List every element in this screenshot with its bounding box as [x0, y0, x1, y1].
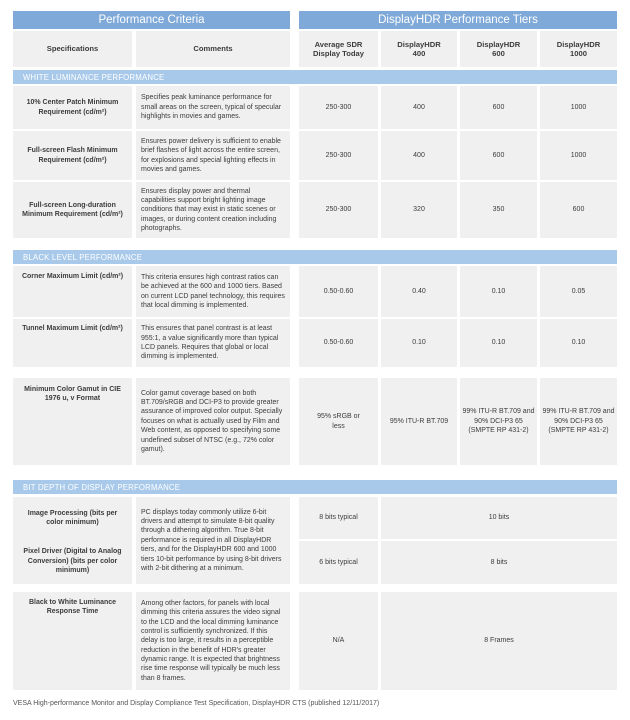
value-color-gamut-sdr: 95% sRGB or less [299, 378, 378, 465]
value-center-patch-sdr: 250-300 [299, 86, 378, 129]
comment-tunnel: This ensures that panel contrast is at least 955:1, a value significantly more than typical LCD panels. Requires that global or local dimming is implemented. [136, 319, 290, 367]
value-full-flash-sdr: 250-300 [299, 131, 378, 180]
spec-color-gamut: Minimum Color Gamut in CIE 1976 u, v Format [13, 378, 132, 465]
performance-tiers-header: DisplayHDR Performance Tiers [299, 11, 617, 29]
value-corner-sdr: 0.50-0.60 [299, 266, 378, 317]
value-full-long-sdr: 250-300 [299, 182, 378, 238]
comment-response-time: Among other factors, for panels with local dimming this criteria assures the video signal to the LCD and the local dimming luminance control is sufficiently synchronized. If this delay is too large, it results in a perceptible reduction in the benefit of HDR's greater dynamic range. It is expected that brightness rise time response will typically be much less than 8 frames. [136, 592, 290, 690]
spec-image-processing: Image Processing (bits per color minimum) [13, 497, 132, 539]
comment-full-flash: Ensures power delivery is sufficient to enable brief flashes of light across the entire screen, for explosions and special lighting effects in movies and games. [136, 131, 290, 180]
col-average-sdr: Average SDR Display Today [299, 31, 378, 67]
value-image-processing-hdr: 10 bits [381, 497, 617, 539]
value-color-gamut-400: 95% ITU-R BT.709 [381, 378, 457, 465]
comment-center-patch: Specifies peak luminance performance for small areas on the screen, typical of specular highlights in movies and games. [136, 86, 290, 129]
value-tunnel-sdr: 0.50-0.60 [299, 319, 378, 367]
value-full-flash-400: 400 [381, 131, 457, 180]
footer-source: VESA High-performance Monitor and Display Compliance Test Specification, DisplayHDR CTS (published 12/11/2017) [13, 700, 380, 707]
value-image-processing-sdr: 8 bits typical [299, 497, 378, 539]
performance-criteria-header: Performance Criteria [13, 11, 290, 29]
value-full-flash-1000: 1000 [540, 131, 617, 180]
col-specifications: Specifications [13, 31, 132, 67]
spec-response-time: Black to White Luminance Response Time [13, 592, 132, 690]
value-tunnel-1000: 0.10 [540, 319, 617, 367]
value-full-long-600: 350 [460, 182, 537, 238]
value-corner-600: 0.10 [460, 266, 537, 317]
value-full-long-1000: 600 [540, 182, 617, 238]
value-color-gamut-600: 99% ITU-R BT.709 and 90% DCI-P3 65 (SMPTE RP 431-2) [460, 378, 537, 465]
section-white-luminance: WHITE LUMINANCE PERFORMANCE [13, 70, 617, 84]
section-bit-depth: BIT DEPTH OF DISPLAY PERFORMANCE [13, 480, 617, 494]
value-corner-1000: 0.05 [540, 266, 617, 317]
value-full-flash-600: 600 [460, 131, 537, 180]
value-color-gamut-1000: 99% ITU-R BT.709 and 90% DCI-P3 65 (SMPTE RP 431-2) [540, 378, 617, 465]
spec-full-flash: Full-screen Flash Minimum Requirement (cd/m²) [13, 131, 132, 180]
value-center-patch-400: 400 [381, 86, 457, 129]
comment-bit-depth: PC displays today commonly utilize 6-bit drivers and attempt to simulate 8-bit quality through a dithering algorithm. True 8-bit performance is required in all DisplayHDR tiers, and for the DisplayHDR 600 and 1000 tiers 10-bit performance by using 8-bit drivers with 2-bit dithering at a minimum. [136, 497, 290, 584]
spec-center-patch: 10% Center Patch Minimum Requirement (cd/m²) [13, 86, 132, 129]
comment-full-long: Ensures display power and thermal capabilities support bright lighting image conditions that may exist in static scenes or images, or during content creation including photographs. [136, 182, 290, 238]
spec-tunnel: Tunnel Maximum Limit (cd/m²) [13, 319, 132, 367]
value-response-time-sdr: N/A [299, 592, 378, 690]
col-displayhdr-600: DisplayHDR 600 [460, 31, 537, 67]
spec-full-long: Full-screen Long-duration Minimum Requirement (cd/m²) [13, 182, 132, 238]
value-full-long-400: 320 [381, 182, 457, 238]
value-tunnel-600: 0.10 [460, 319, 537, 367]
value-center-patch-1000: 1000 [540, 86, 617, 129]
value-response-time-hdr: 8 Frames [381, 592, 617, 690]
section-black-level: BLACK LEVEL PERFORMANCE [13, 250, 617, 264]
value-corner-400: 0.40 [381, 266, 457, 317]
value-tunnel-400: 0.10 [381, 319, 457, 367]
value-center-patch-600: 600 [460, 86, 537, 129]
value-pixel-driver-sdr: 6 bits typical [299, 541, 378, 584]
col-comments: Comments [136, 31, 290, 67]
col-displayhdr-1000: DisplayHDR 1000 [540, 31, 617, 67]
col-displayhdr-400: DisplayHDR 400 [381, 31, 457, 67]
spec-pixel-driver: Pixel Driver (Digital to Analog Conversion) (bits per color minimum) [13, 539, 132, 584]
comment-color-gamut: Color gamut coverage based on both BT.709/sRGB and DCI-P3 to provide greater assurance of improved color output. Specially focuses on what is actually used by Film and Web content, as opposed to specifying some undefined subset of NTSC (e.g., 72% color gamut). [136, 378, 290, 465]
value-pixel-driver-hdr: 8 bits [381, 541, 617, 584]
spec-corner: Corner Maximum Limit (cd/m²) [13, 266, 132, 317]
comment-corner: This criteria ensures high contrast ratios can be achieved at the 600 and 1000 tiers. Based on current LCD panel technology, this requires that local dimming is implemented. [136, 266, 290, 317]
